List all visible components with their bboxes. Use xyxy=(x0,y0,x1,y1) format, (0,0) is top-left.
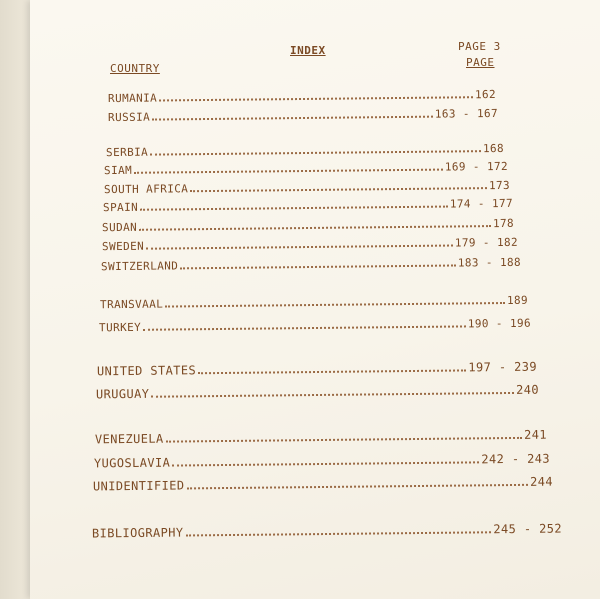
page-number-label: PAGE 3 xyxy=(458,40,501,53)
entry-page: 197 - 239 xyxy=(468,359,538,375)
entry-page: 179 - 182 xyxy=(454,235,519,250)
entry-country: RUMANIA xyxy=(107,91,158,106)
entry-country: BIBLIOGRAPHY xyxy=(91,525,184,541)
entry-page: 183 - 188 xyxy=(457,255,522,270)
entry-page: 174 - 177 xyxy=(449,196,514,211)
entry-page: 240 xyxy=(516,382,540,397)
entry-country: TRANSVAAL xyxy=(99,297,164,312)
leader-dots xyxy=(198,369,466,374)
entry-country: TURKEY xyxy=(98,320,142,335)
entry-page: 245 - 252 xyxy=(493,521,563,537)
column-header-country: COUNTRY xyxy=(110,62,160,75)
entry-country: SWEDEN xyxy=(101,239,145,254)
entry-country: SPAIN xyxy=(102,200,139,215)
entry-page: 169 - 172 xyxy=(444,159,509,174)
leader-dots xyxy=(180,264,456,269)
leader-dots xyxy=(140,206,448,211)
leader-dots xyxy=(165,302,505,308)
entry-page: 163 - 167 xyxy=(434,106,499,121)
entry-page: 241 xyxy=(524,427,548,442)
entry-page: 242 - 243 xyxy=(481,451,551,467)
entry-page: 168 xyxy=(482,141,505,156)
entry-page: 189 xyxy=(506,293,529,307)
entry-page: 173 xyxy=(488,178,511,193)
leader-dots xyxy=(190,187,487,192)
entry-page: 162 xyxy=(474,87,497,102)
entry-country: SWITZERLAND xyxy=(100,259,179,274)
entry-country: UNIDENTIFIED xyxy=(92,478,185,494)
leader-dots xyxy=(146,245,453,250)
entry-country: UNITED STATES xyxy=(96,363,197,379)
entry-page: 190 - 196 xyxy=(467,316,532,331)
entry-country: URUGUAY xyxy=(95,386,150,402)
leader-dots xyxy=(150,150,481,155)
leader-dots xyxy=(143,325,466,330)
leader-dots xyxy=(159,96,473,101)
leader-dots xyxy=(134,169,443,174)
leader-dots xyxy=(152,116,433,121)
entry-country: SERBIA xyxy=(105,145,149,160)
column-header-page: PAGE xyxy=(466,56,495,69)
entry-page: 178 xyxy=(492,216,515,231)
entry-country: SOUTH AFRICA xyxy=(103,182,189,197)
entry-country: RUSSIA xyxy=(107,110,151,125)
leader-dots xyxy=(186,531,492,536)
entry-page: 244 xyxy=(530,474,554,489)
leader-dots xyxy=(151,392,514,398)
entry-country: SUDAN xyxy=(101,220,138,235)
entry-country: YUGOSLAVIA xyxy=(93,455,171,471)
page-title: INDEX xyxy=(290,44,326,57)
leader-dots xyxy=(139,225,491,231)
leader-dots xyxy=(172,461,479,466)
leader-dots xyxy=(187,484,529,490)
leader-dots xyxy=(166,437,523,443)
entry-country: VENEZUELA xyxy=(94,431,164,447)
entry-country: SIAM xyxy=(103,163,133,178)
